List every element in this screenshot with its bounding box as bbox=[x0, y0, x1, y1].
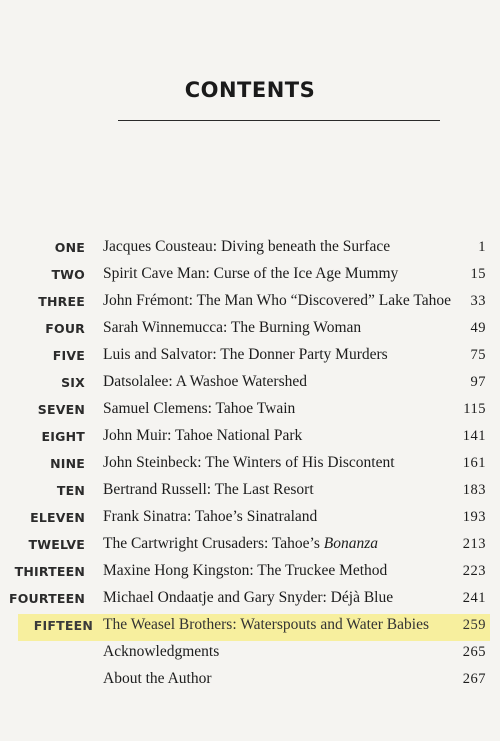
page-number: 241 bbox=[462, 590, 486, 606]
table-of-contents bbox=[0, 236, 500, 695]
chapter-number: SIX bbox=[61, 375, 85, 390]
page-number: 49 bbox=[470, 320, 486, 336]
page-number: 265 bbox=[462, 644, 486, 660]
chapter-title: Maxine Hong Kingston: The Truckee Method bbox=[103, 562, 388, 579]
toc-entry-about-the-author bbox=[0, 668, 500, 695]
chapter-title bbox=[103, 535, 378, 553]
page-number: 213 bbox=[462, 536, 486, 552]
chapter-number: FOUR bbox=[45, 321, 85, 336]
toc-entry-seven bbox=[0, 398, 500, 425]
toc-entry-fourteen bbox=[0, 587, 500, 614]
toc-entry-ten bbox=[0, 479, 500, 506]
chapter-number: THREE bbox=[38, 294, 85, 309]
toc-entry-six bbox=[0, 371, 500, 398]
toc-entry-five bbox=[0, 344, 500, 371]
heading-rule bbox=[118, 120, 440, 121]
chapter-number: NINE bbox=[50, 456, 85, 471]
toc-entry-three bbox=[0, 290, 500, 317]
page-number: 33 bbox=[470, 293, 486, 309]
chapter-title-text: The Cartwright Crusaders: Tahoe’s bbox=[103, 535, 324, 552]
chapter-title-italic: Bonanza bbox=[323, 535, 378, 552]
chapter-number: ELEVEN bbox=[30, 510, 85, 525]
chapter-title: Luis and Salvator: The Donner Party Murders bbox=[103, 346, 388, 363]
contents-heading: CONTENTS bbox=[184, 78, 316, 102]
chapter-number: FIVE bbox=[52, 348, 85, 363]
page-number: 161 bbox=[462, 455, 486, 471]
toc-entry-thirteen bbox=[0, 560, 500, 587]
chapter-number: THIRTEEN bbox=[14, 564, 85, 579]
chapter-number: EIGHT bbox=[41, 429, 85, 444]
chapter-title: The Weasel Brothers: Waterspouts and Water Babies bbox=[103, 616, 429, 633]
toc-entry-two bbox=[0, 263, 500, 290]
chapter-title: Samuel Clemens: Tahoe Twain bbox=[103, 400, 296, 417]
toc-entry-twelve bbox=[0, 533, 500, 560]
chapter-title: Sarah Winnemucca: The Burning Woman bbox=[103, 319, 362, 336]
chapter-title: Frank Sinatra: Tahoe’s Sinatraland bbox=[103, 508, 318, 525]
toc-entry-one bbox=[0, 236, 500, 263]
chapter-title: John Muir: Tahoe National Park bbox=[103, 427, 303, 444]
chapter-number: TWO bbox=[51, 267, 85, 282]
page-number: 1 bbox=[478, 239, 486, 255]
chapter-number: TWELVE bbox=[28, 537, 85, 552]
chapter-title: Spirit Cave Man: Curse of the Ice Age Mummy bbox=[103, 265, 399, 282]
chapter-title: Jacques Cousteau: Diving beneath the Surface bbox=[103, 238, 391, 255]
page-number: 183 bbox=[462, 482, 486, 498]
chapter-number: SEVEN bbox=[37, 402, 85, 417]
chapter-title: Acknowledgments bbox=[103, 643, 220, 660]
toc-entry-eleven bbox=[0, 506, 500, 533]
page-number: 15 bbox=[470, 266, 486, 282]
chapter-number: TEN bbox=[56, 483, 85, 498]
chapter-number: FIFTEEN bbox=[33, 618, 93, 633]
page-number: 193 bbox=[462, 509, 486, 525]
chapter-number: FOURTEEN bbox=[8, 591, 85, 606]
chapter-title: Michael Ondaatje and Gary Snyder: Déjà Blue bbox=[103, 589, 394, 606]
toc-entry-four bbox=[0, 317, 500, 344]
page-number: 75 bbox=[470, 347, 486, 363]
toc-entry-nine bbox=[0, 452, 500, 479]
page-number: 97 bbox=[470, 374, 486, 390]
page-number: 223 bbox=[462, 563, 486, 579]
chapter-title: John Steinbeck: The Winters of His Discontent bbox=[103, 454, 395, 471]
page-number: 115 bbox=[463, 401, 486, 417]
chapter-title: Datsolalee: A Washoe Watershed bbox=[103, 373, 307, 390]
chapter-title: Bertrand Russell: The Last Resort bbox=[103, 481, 314, 498]
page-number: 141 bbox=[462, 428, 486, 444]
toc-entry-eight bbox=[0, 425, 500, 452]
toc-entry-fifteen-highlighted bbox=[18, 614, 490, 641]
chapter-title: John Frémont: The Man Who “Discovered” Lake Tahoe bbox=[103, 292, 452, 309]
chapter-title: About the Author bbox=[103, 670, 212, 687]
page-number: 267 bbox=[462, 671, 486, 687]
page-number: 259 bbox=[462, 617, 486, 633]
chapter-number: ONE bbox=[54, 240, 85, 255]
toc-entry-acknowledgments bbox=[0, 641, 500, 668]
